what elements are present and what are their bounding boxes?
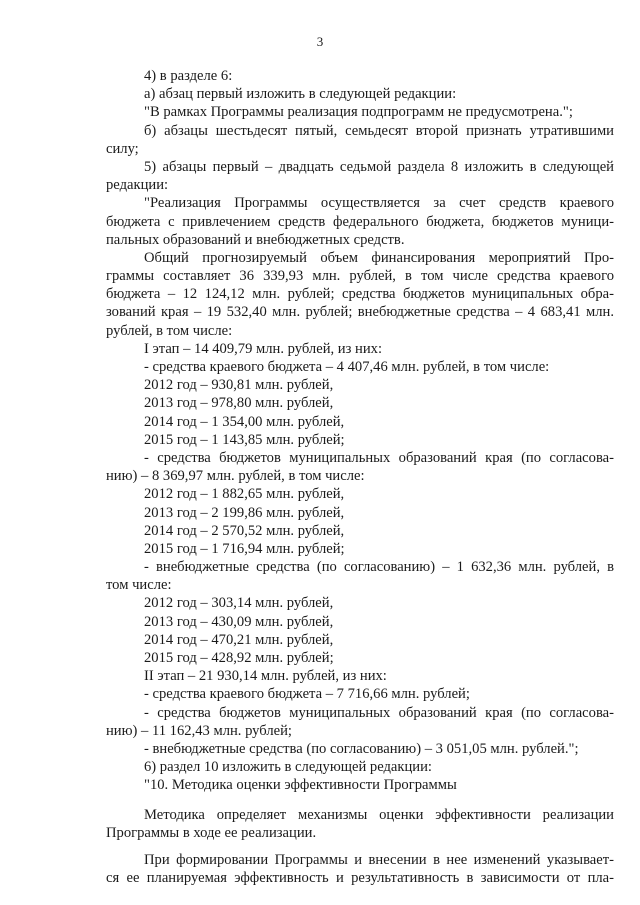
text-line: ся ее планируемая эффективность и результативность в зависимости от пла-	[106, 870, 614, 887]
text-line: - внебюджетные средства (по согласованию) – 1 632,36 млн. рублей, в	[144, 559, 614, 576]
text-line: - средства бюджетов муниципальных образований края (по согласова-	[144, 449, 614, 466]
text-line: 2012 год – 930,81 млн. рублей,	[144, 377, 334, 394]
page-number: 3	[316, 34, 324, 49]
text-line: том числе:	[106, 577, 172, 594]
paragraph-gap	[106, 795, 614, 806]
text-line: силу;	[106, 140, 139, 157]
text-line: 2014 год – 1 354,00 млн. рублей,	[144, 413, 345, 430]
text-line: бюджета с привлечением средств федерального бюджета, бюджетов муници-	[106, 213, 614, 230]
text-line: пальных образований и внебюджетных средств.	[106, 231, 405, 248]
text-line: граммы составляет 36 339,93 млн. рублей, в том числе средства краевого	[106, 268, 614, 285]
text-line: 2015 год – 428,92 млн. рублей;	[144, 650, 334, 666]
text-line: - средства краевого бюджета – 4 407,46 млн. рублей, в том числе:	[144, 359, 550, 375]
text-line: а) абзац первый изложить в следующей редакции:	[144, 86, 457, 103]
text-line: зований края – 19 532,40 млн. рублей; внебюджетные средства – 4 683,41 млн.	[106, 304, 614, 321]
text-line: 4) в разделе 6:	[144, 68, 233, 84]
text-line: "Реализация Программы осуществляется за счет средств краевого	[144, 195, 614, 212]
text-line: 2015 год – 1 143,85 млн. рублей;	[144, 431, 345, 448]
text-line: "В рамках Программы реализация подпрограмм не предусмотрена.";	[144, 104, 573, 121]
document-body	[106, 67, 614, 887]
text-line: 6) раздел 10 изложить в следующей редакции:	[144, 759, 432, 776]
text-line: 2012 год – 303,14 млн. рублей,	[144, 595, 334, 612]
text-line: редакции:	[106, 177, 169, 194]
text-line: 2012 год – 1 882,65 млн. рублей,	[144, 486, 345, 503]
text-line: 2014 год – 2 570,52 млн. рублей,	[144, 522, 345, 539]
text-line: 5) абзацы первый – двадцать седьмой раздела 8 изложить в следующей	[144, 158, 614, 175]
text-line: При формировании Программы и внесении в нее изменений указывает-	[144, 851, 614, 868]
text-line: 2013 год – 978,80 млн. рублей,	[144, 395, 334, 412]
text-line: 2013 год – 430,09 млн. рублей,	[144, 613, 334, 630]
text-line: - средства краевого бюджета – 7 716,66 млн. рублей;	[144, 686, 470, 703]
text-line: нию) – 11 162,43 млн. рублей;	[106, 722, 292, 739]
text-line: Общий прогнозируемый объем финансирования мероприятий Про-	[144, 249, 614, 266]
text-line: нию) – 8 369,97 млн. рублей, в том числе:	[106, 468, 365, 485]
text-line: 2015 год – 1 716,94 млн. рублей;	[144, 540, 345, 557]
paragraph-gap	[106, 842, 614, 851]
text-line: "10. Методика оценки эффективности Программы	[144, 777, 457, 794]
text-line: - средства бюджетов муниципальных образований края (по согласова-	[144, 704, 614, 721]
text-line: - внебюджетные средства (по согласованию) – 3 051,05 млн. рублей.";	[144, 740, 579, 757]
text-line: II этап – 21 930,14 млн. рублей, из них:	[144, 668, 387, 685]
text-line: б) абзацы шестьдесят пятый, семьдесят второй признать утратившими	[144, 122, 614, 139]
text-line: 2014 год – 470,21 млн. рублей,	[144, 631, 334, 648]
text-line: Методика определяет механизмы оценки эффективности реализации	[144, 806, 614, 823]
text-line: бюджета – 12 124,12 млн. рублей; средства бюджетов муниципальных обра-	[106, 286, 614, 303]
text-line: Программы в ходе ее реализации.	[106, 824, 317, 841]
text-line: I этап – 14 409,79 млн. рублей, из них:	[144, 340, 382, 357]
text-line: рублей, в том числе:	[106, 322, 233, 339]
text-line: 2013 год – 2 199,86 млн. рублей,	[144, 504, 345, 521]
